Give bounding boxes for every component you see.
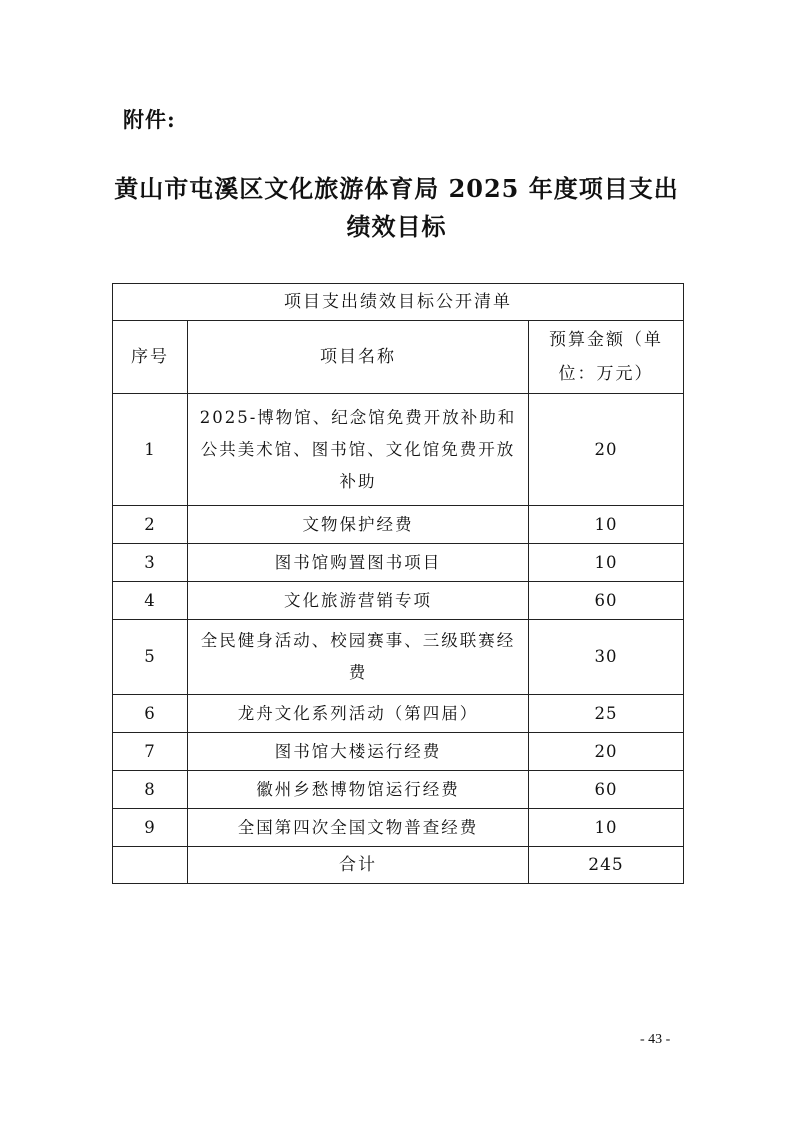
table-row: [113, 809, 684, 847]
row-seq: 8: [113, 771, 188, 809]
table-row: [113, 582, 684, 620]
row-budget: 60: [529, 771, 684, 809]
column-header-budget: 预算金额（单位：万元）: [529, 321, 684, 394]
row-name: 2025-博物馆、纪念馆免费开放补助和公共美术馆、图书馆、文化馆免费开放补助: [188, 394, 529, 506]
row-budget: 30: [529, 620, 684, 695]
row-name: 图书馆大楼运行经费: [188, 733, 529, 771]
column-header-seq: 序号: [113, 321, 188, 394]
row-seq: 3: [113, 544, 188, 582]
document-title-line1: 黄山市屯溪区文化旅游体育局 2025 年度项目支出: [114, 174, 679, 203]
row-seq: 2: [113, 506, 188, 544]
row-budget: 20: [529, 733, 684, 771]
table-caption-row: [113, 284, 684, 321]
table-header-row: [113, 321, 684, 394]
row-seq: 7: [113, 733, 188, 771]
table-row: [113, 695, 684, 733]
row-budget: 60: [529, 582, 684, 620]
document-title-line2: 绩效目标: [346, 212, 447, 241]
table-row: [113, 544, 684, 582]
attachment-label: 附件:: [123, 107, 176, 132]
table-row: [113, 620, 684, 695]
table-row: [113, 771, 684, 809]
row-name: 图书馆购置图书项目: [188, 544, 529, 582]
total-value: 245: [529, 847, 684, 884]
column-header-name: 项目名称: [188, 321, 529, 394]
row-name: 文化旅游营销专项: [188, 582, 529, 620]
row-budget: 20: [529, 394, 684, 506]
row-seq: 6: [113, 695, 188, 733]
row-seq: 4: [113, 582, 188, 620]
table-row: [113, 506, 684, 544]
table-row: [113, 394, 684, 506]
row-budget: 25: [529, 695, 684, 733]
row-budget: 10: [529, 809, 684, 847]
table-caption: 项目支出绩效目标公开清单: [113, 284, 684, 321]
row-seq: 5: [113, 620, 188, 695]
row-seq: 9: [113, 809, 188, 847]
row-name: 全国第四次全国文物普查经费: [188, 809, 529, 847]
table-row: [113, 733, 684, 771]
total-seq-empty: [113, 847, 188, 884]
row-name: 龙舟文化系列活动（第四届）: [188, 695, 529, 733]
table-total-row: [113, 847, 684, 884]
performance-target-table: [112, 283, 684, 884]
page-number: - 43 -: [640, 1032, 671, 1047]
total-label: 合计: [188, 847, 529, 884]
row-name: 文物保护经费: [188, 506, 529, 544]
row-name: 全民健身活动、校园赛事、三级联赛经费: [188, 620, 529, 695]
row-seq: 1: [113, 394, 188, 506]
row-budget: 10: [529, 544, 684, 582]
row-name: 徽州乡愁博物馆运行经费: [188, 771, 529, 809]
row-budget: 10: [529, 506, 684, 544]
